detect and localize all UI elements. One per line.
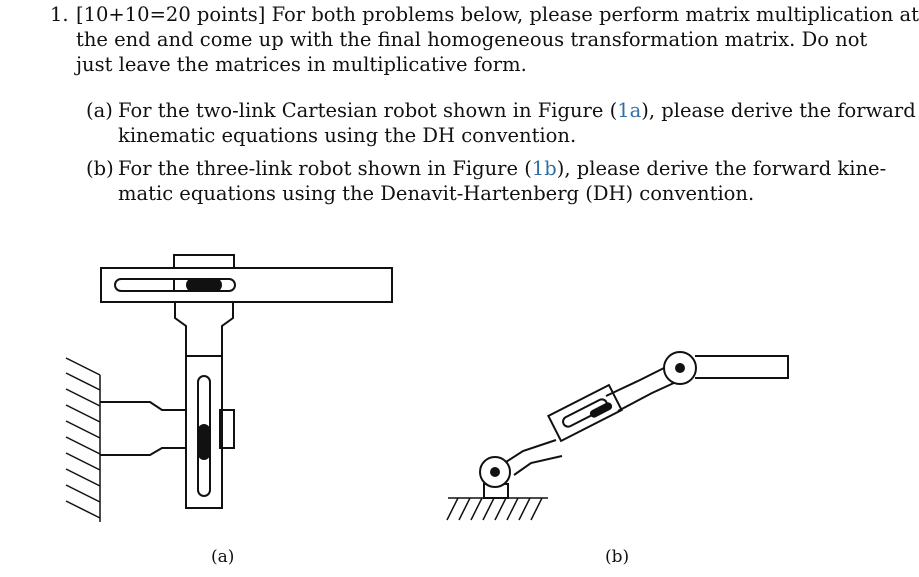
end-link (695, 356, 788, 378)
problem-number: 1. (50, 3, 69, 26)
part-a-text-pre: For the two-link Cartesian robot shown in Figure ( (118, 99, 618, 122)
part-a-marker: (a) (86, 99, 113, 122)
intro-line-2: the end and come up with the final homogeneous transformation matrix. Do not (76, 28, 868, 51)
caption-a: (a) (211, 547, 235, 567)
ground-hatching (447, 498, 548, 520)
part-a-text-post: ), please derive the forward (641, 99, 916, 122)
intro-line-1: [10+10=20 points] For both problems below, please perform matrix multiplication at (76, 3, 919, 26)
part-a-line-2: kinematic equations using the DH convention. (118, 124, 577, 147)
figure-1b-link[interactable]: 1b (531, 157, 557, 180)
part-b-text-pre: For the three-link robot shown in Figure ( (118, 157, 532, 180)
caption-b: (b) (605, 547, 630, 567)
figure-1a-link[interactable]: 1a (617, 99, 642, 122)
part-b-line-2: matic equations using the Denavit-Hartenberg (DH) convention. (118, 182, 755, 205)
part-b-text-post: ), please derive the forward kine- (556, 157, 887, 180)
intro-line-3: just leave the matrices in multiplicative form. (76, 53, 527, 76)
part-b-marker: (b) (86, 157, 114, 180)
